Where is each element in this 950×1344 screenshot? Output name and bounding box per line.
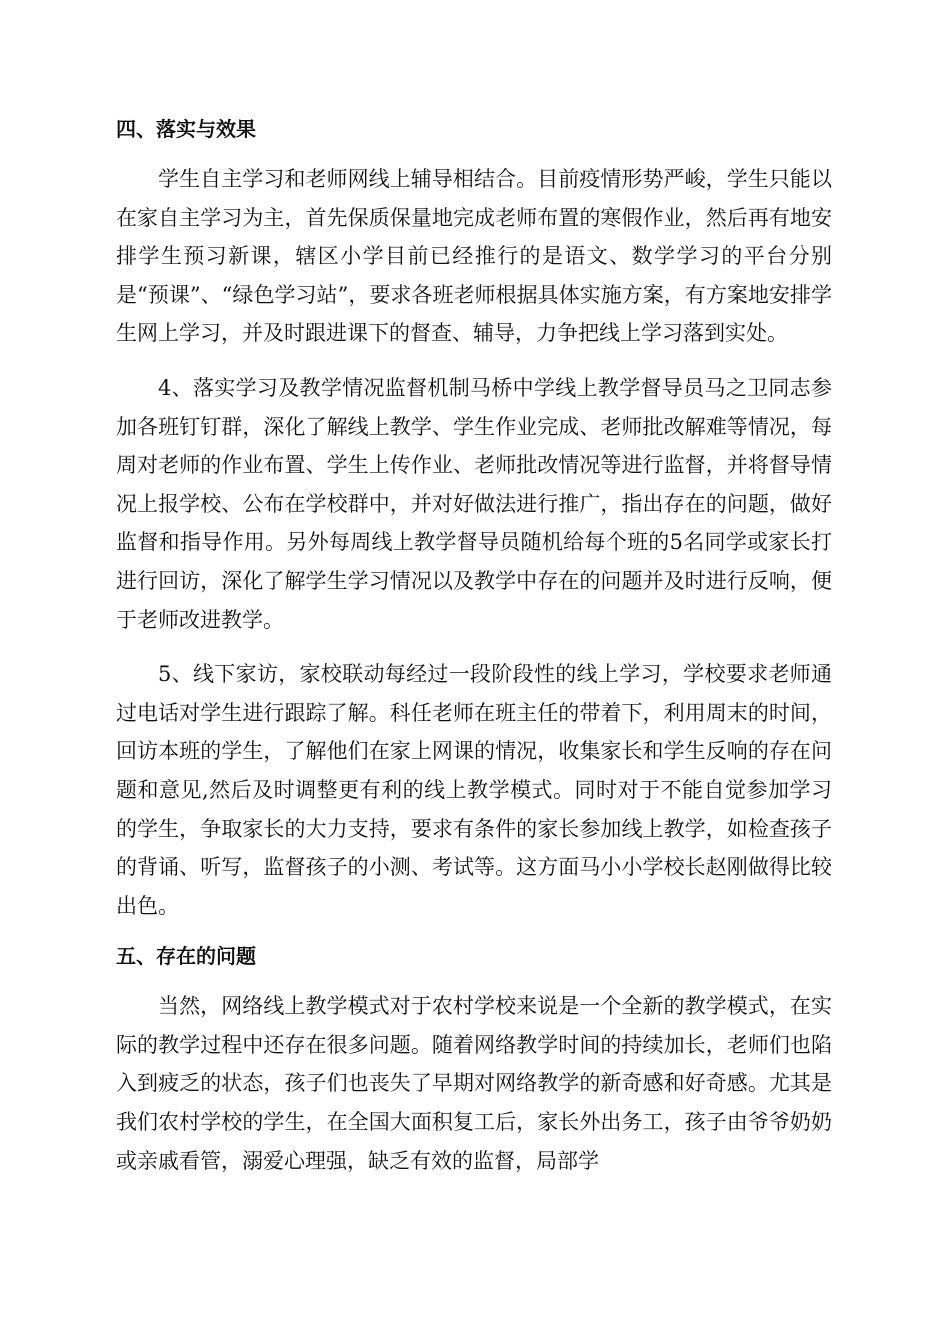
section-heading-4: 四、落实与效果 [116, 117, 256, 141]
paragraph-supervision-mechanism: 4、落实学习及教学情况监督机制马桥中学线上教学督导员马之卫同志参加各班钉钉群，深化了解线上教学、学生作业完成、老师批改解难等情况，每周对老师的作业布置、学生上传作业、老师批改情况等进行监督，并将督导情况上报学校、公布在学校群中，并对好做法进行推广，指出存在的问题，做好监督和指导作用。另外每周线上教学督导员随机给每个班的5名同学或家长打进行回访，深化了解学生学习情况以及教学中存在的问题并及时进行反响，便于老师改进教学。 [116, 375, 832, 632]
document-page [116, 110, 832, 1180]
paragraph-existing-problems: 当然，网络线上教学模式对于农村学校来说是一个全新的教学模式，在实际的教学过程中还存在很多问题。随着网络教学时间的持续加长，老师们也陷入到疲乏的状态，孩子们也丧失了早期对网络教学的新奇感和好奇感。尤其是我们农村学校的学生，在全国大面积复工后，家长外出务工，孩子由爷爷奶奶或亲戚看管，溺爱心理强，缺乏有效的监督，局部学 [116, 994, 832, 1173]
paragraph-home-visits: 5、线下家访，家校联动每经过一段阶段性的线上学习，学校要求老师通过电话对学生进行跟踪了解。科任老师在班主任的带着下，利用周末的时间，回访本班的学生，了解他们在家上网课的情况，收集家长和学生反响的存在问题和意见,然后及时调整更有利的线上教学模式。同时对于不能自觉参加学习的学生，争取家长的大力支持，要求有条件的家长参加线上教学，如检查孩子的背诵、听写，监督孩子的小测、考试等。这方面马小小学校长赵刚做得比较出色。 [116, 662, 832, 918]
section-heading-5: 五、存在的问题 [116, 944, 256, 969]
paragraph-learning-combination: 学生自主学习和老师网线上辅导相结合。目前疫情形势严峻，学生只能以在家自主学习为主，首先保质保量地完成老师布置的寒假作业，然后再有地安排学生预习新课，辖区小学目前已经推行的是语文、数学学习的平台分别是“预课”、“绿色学习站”，要求各班老师根据具体实施方案，有方案地安排学生网上学习，并及时跟进课下的督查、辅导，力争把线上学习落到实处。 [116, 167, 832, 346]
